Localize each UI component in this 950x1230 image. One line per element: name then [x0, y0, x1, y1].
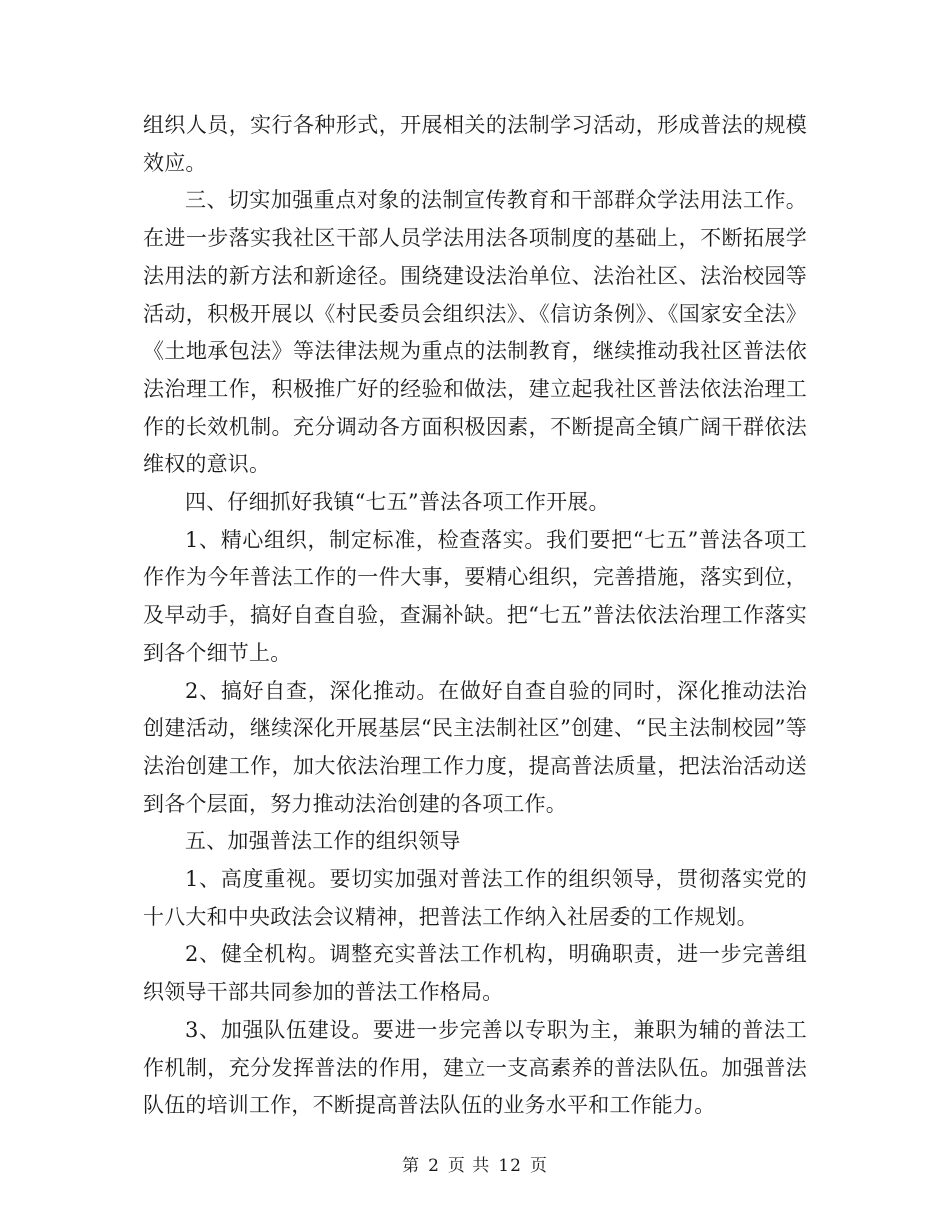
paragraph-section-5-item-2: 2、健全机构。调整充实普法工作机构，明确职责，进一步完善组织领导干部共同参加的普法工作格局。	[143, 942, 807, 1005]
page-footer	[0, 1151, 950, 1176]
paragraph-section-5-heading: 五、加强普法工作的组织领导	[185, 829, 461, 854]
paragraph-section-4-item-1: 1、精心组织，制定标准，检查落实。我们要把“七五”普法各项工作作为今年普法工作的一件大事，要精心组织，完善措施，落实到位，及早动手，搞好自查自验，查漏补缺。把“七五”普法依法治理工作落实到各个细节上。	[143, 527, 807, 665]
footer-total-pages: 12	[498, 1156, 522, 1176]
footer-suffix: 页	[529, 1156, 548, 1176]
paragraph-section-3: 三、切实加强重点对象的法制宣传教育和干部群众学法用法工作。在进一步落实我社区干部人员学法用法各项制度的基础上，不断拓展学法用法的新方法和新途径。围绕建设法治单位、法治社区、法治校园等活动，积极开展以《村民委员会组织法》、《信访条例》、《国家安全法》《土地承包法》等法律法规为重点的法制教育，继续推动我社区普法依法治理工作，积极推广好的经验和做法，建立起我社区普法依法治理工作的长效机制。充分调动各方面积极因素，不断提高全镇广阔干群依法维权的意识。	[143, 188, 807, 477]
footer-page-number: 2	[428, 1156, 440, 1176]
paragraph-section-4-heading: 四、仔细抓好我镇“七五”普法各项工作开展。	[185, 490, 610, 515]
footer-prefix: 第	[402, 1156, 421, 1176]
paragraph-section-5-item-3: 3、加强队伍建设。要进一步完善以专职为主，兼职为辅的普法工作机制，充分发挥普法的作用，建立一支高素养的普法队伍。加强普法队伍的培训工作，不断提高普法队伍的业务水平和工作能力。	[143, 1017, 807, 1118]
footer-middle: 页 共	[447, 1156, 491, 1176]
paragraph-section-5-item-1: 1、高度重视。要切实加强对普法工作的组织领导，贯彻落实党的十八大和中央政法会议精神，把普法工作纳入社居委的工作规划。	[143, 867, 807, 929]
paragraph-section-4-item-2: 2、搞好自查，深化推动。在做好自查自验的同时，深化推动法治创建活动，继续深化开展基层“民主法制社区”创建、“民主法制校园”等法治创建工作，加大依法治理工作力度，提高普法质量，把法治活动送到各个层面，努力推动法治创建的各项工作。	[143, 678, 807, 816]
paragraph-continuation: 组织人员，实行各种形式，开展相关的法制学习活动，形成普法的规模效应。	[143, 113, 807, 175]
document-body	[143, 107, 807, 1125]
